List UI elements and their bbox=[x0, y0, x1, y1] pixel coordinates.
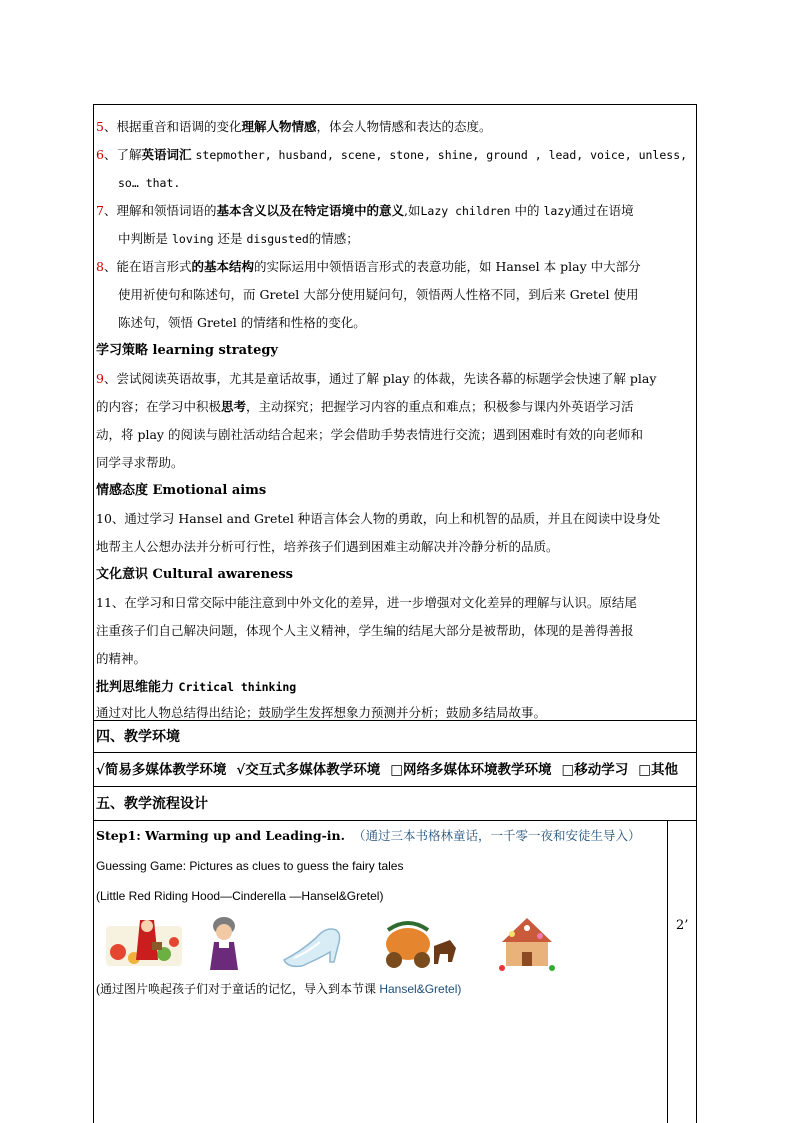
objective-8-cont: 使用祈使句和陈述句，而 Gretel 大部分使用疑问句，领悟两人性格不同，到后来 Gretel 使用 bbox=[118, 287, 639, 302]
step1-title-line: Step1: Warming up and Leading-in. （通过三本书格林童话，一千零一夜和安徒生导入） bbox=[96, 828, 641, 843]
culture-line: 11、在学习和日常交际中能注意到中外文化的差异，进一步增强对文化差异的理解与认识。原结尾 bbox=[96, 595, 637, 610]
culture-line: 注重孩子们自己解决问题，体现个人主义精神，学生编的结尾大部分是被帮助，体现的是善得善报 bbox=[96, 623, 634, 638]
strategy-line: 9、尝试阅读英语故事，尤其是童话故事，通过了解 play 的体裁，先读各幕的标题学会快速了解 play bbox=[96, 371, 657, 386]
time-column-divider bbox=[667, 820, 668, 1123]
environment-option[interactable]: √简易多媒体教学环境 bbox=[96, 762, 227, 778]
environment-option[interactable]: □其他 bbox=[638, 762, 679, 778]
step1-time: 2’ bbox=[676, 918, 689, 933]
objective-6: 6、了解英语词汇 stepmother, husband, scene, stone, shine, ground , lead, voice, unless, bbox=[96, 147, 688, 162]
red-riding-hood-picture bbox=[102, 912, 186, 972]
critical-heading: 批判思维能力 Critical thinking bbox=[96, 680, 297, 695]
section-4-title: 四、教学环境 bbox=[96, 729, 180, 745]
critical-line: 通过对比人物总结得出结论；鼓励学生发挥想象力预测并分析；鼓励多结局故事。 bbox=[96, 705, 547, 720]
emotion-line: 10、通过学习 Hansel and Gretel 种语言体会人物的勇敢，向上和机智的品质，并且在阅读中设身处 bbox=[96, 511, 661, 526]
objective-8: 8、能在语言形式的基本结构的实际运用中领悟语言形式的表意功能，如 Hansel 本 play 中大部分 bbox=[96, 259, 641, 274]
environment-option[interactable]: □网络多媒体环境教学环境 bbox=[390, 762, 552, 778]
objective-8-cont: 陈述句，领悟 Gretel 的情绪和性格的变化。 bbox=[118, 315, 366, 330]
environment-options bbox=[96, 762, 688, 778]
strategy-line: 同学寻求帮助。 bbox=[96, 455, 184, 470]
culture-line: 的精神。 bbox=[96, 651, 147, 666]
objective-7-cont: 中判断是 loving 还是 disgusted的情感； bbox=[118, 231, 359, 246]
stepmother-picture bbox=[200, 912, 248, 972]
fairy-tales-line: (Little Red Riding Hood—Cinderella —Hansel&Gretel) bbox=[96, 889, 384, 903]
environment-option[interactable]: √交互式多媒体教学环境 bbox=[236, 762, 381, 778]
row-divider bbox=[93, 820, 697, 821]
strategy-heading: 学习策略 learning strategy bbox=[96, 343, 278, 358]
objective-6-cont: so… that. bbox=[118, 176, 181, 190]
strategy-line: 的内容；在学习中积极思考，主动探究；把握学习内容的重点和难点；积极参与课内外英语学习活 bbox=[96, 399, 634, 414]
pumpkin-carriage-picture bbox=[378, 912, 462, 972]
strategy-line: 动，将 play 的阅读与剧社活动结合起来；学会借助手势表情进行交流；遇到困难时有效的向老师和 bbox=[96, 427, 643, 442]
gingerbread-house-picture bbox=[494, 912, 560, 972]
guessing-game-line: Guessing Game: Pictures as clues to guess the fairy tales bbox=[96, 859, 404, 873]
environment-option[interactable]: □移动学习 bbox=[561, 762, 629, 778]
row-divider bbox=[93, 752, 697, 753]
objective-7: 7、理解和领悟词语的基本含义以及在特定语境中的意义,如Lazy children 中的 lazy通过在语境 bbox=[96, 203, 634, 218]
emotion-line: 地帮主人公想办法并分析可行性，培养孩子们遇到困难主动解决并冷静分析的品质。 bbox=[96, 539, 559, 554]
glass-slipper-picture bbox=[280, 912, 346, 972]
emotion-heading: 情感态度 Emotional aims bbox=[96, 483, 267, 498]
row-divider bbox=[93, 786, 697, 787]
picture-caption: (通过图片唤起孩子们对于童话的记忆，导入到本节课 Hansel&Gretel) bbox=[96, 982, 462, 996]
culture-heading: 文化意识 Cultural awareness bbox=[96, 567, 293, 582]
objective-5: 5、根据重音和语调的变化理解人物情感，体会人物情感和表达的态度。 bbox=[96, 119, 492, 134]
section-5-title: 五、教学流程设计 bbox=[96, 796, 208, 812]
